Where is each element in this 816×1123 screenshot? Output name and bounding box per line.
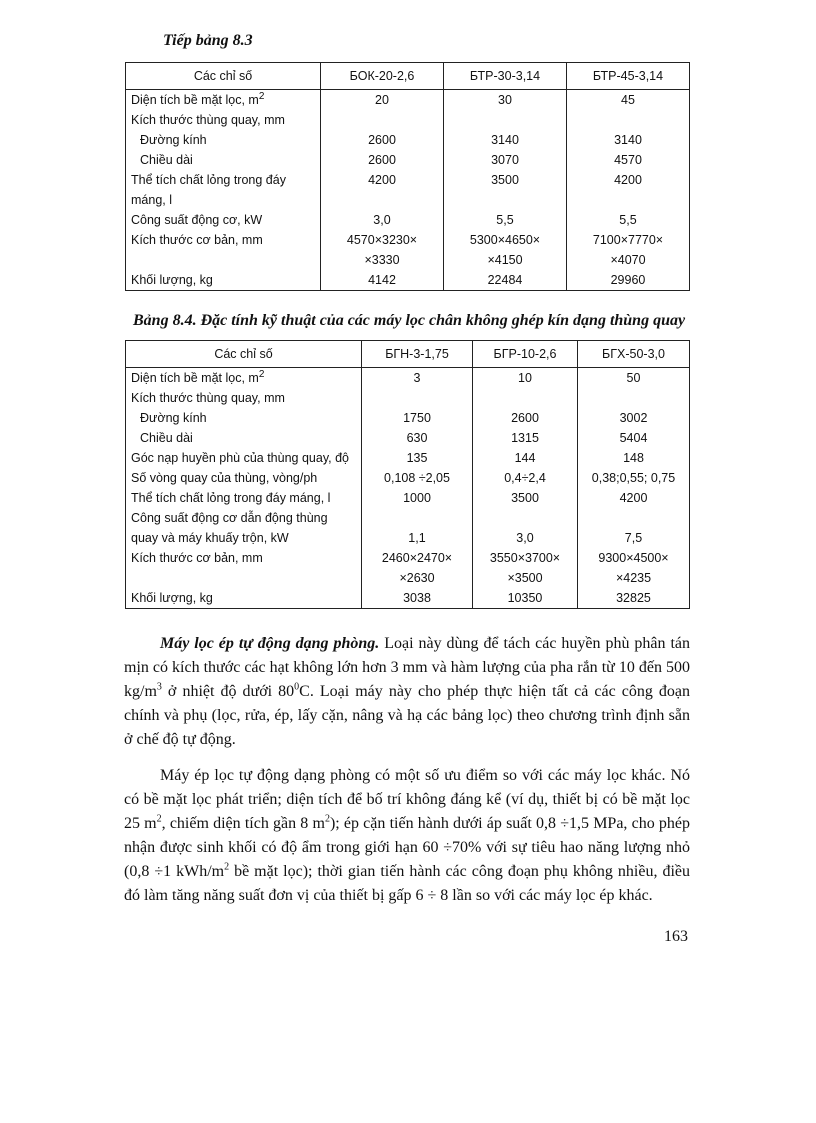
row-label: Khối lượng, kg — [126, 270, 321, 291]
cell-value: 7100×7770× — [567, 230, 690, 250]
cell-value: 5,5 — [444, 210, 567, 230]
cell-value: 1315 — [473, 428, 578, 448]
row-label: Kích thước cơ bản, mm — [126, 230, 321, 250]
paragraph-advantages: Máy ép lọc tự động dạng phòng có một số ưu điểm so với các máy lọc khác. Nó có bề mặt lọc phát triển; diện tích để bố trí không đáng kể (ví dụ, thiết bị có bề mặt lọc 25 $m^2$, chiếm diện tích gần 8 $m^2$); ép cặn tiến hành dưới áp suất 0,8 ÷1,5 MPa, cho phép nhận được sinh khối có độ ẩm trong giới hạn 60 ÷70% với sự tiêu hao năng lượng nhỏ (0,8 ÷1 kWh/$m^2$ bề mặt lọc); thời gian tiến hành các công đoạn phụ không nhiều, điều đó làm tăng năng suất đơn vị của thiết bị gấp 6 ÷ 8 lần so với các máy lọc ép khác. — [124, 767, 690, 904]
cell-value: 10350 — [473, 588, 578, 609]
page-number: 163 — [664, 928, 688, 945]
row-label: Kích thước thùng quay, mm — [126, 110, 321, 130]
cell-value: 630 — [362, 428, 473, 448]
table2 — [125, 340, 690, 609]
cell-value: 1750 — [362, 408, 473, 428]
table-row — [126, 130, 690, 150]
cell-value — [578, 388, 690, 408]
table-row — [126, 488, 690, 508]
row-label: Kích thước cơ bản, mm — [126, 548, 362, 568]
row-label: máng, l — [126, 190, 321, 210]
cell-value: 148 — [578, 448, 690, 468]
paragraph-chamber-filter-press: Máy lọc ép tự động dạng phòng. Loại này dùng để tách các huyền phù phân tán mịn có kích thước các hạt không lớn hơn 3 mm và hàm lượng của pha rắn từ 10 đến 500 $kg/m^3$ ở nhiệt độ dưới $80^0C$. Loại máy này cho phép thực hiện tất cả các công đoạn chính và phụ (lọc, rửa, ép, lấy cặn, nâng và hạ các bảng lọc) theo chương trình định sẵn ở chế độ tự động. — [124, 635, 691, 748]
cell-value: 10 — [473, 368, 578, 389]
table1-header-row — [126, 63, 690, 90]
cell-value: 22484 — [444, 270, 567, 291]
row-label: Công suất động cơ, kW — [126, 210, 321, 230]
table-row — [126, 170, 690, 190]
cell-value — [578, 508, 690, 528]
table-row — [126, 428, 690, 448]
table-row — [126, 468, 690, 488]
cell-value: 5404 — [578, 428, 690, 448]
cell-value — [362, 508, 473, 528]
cell-value: 1000 — [362, 488, 473, 508]
cell-value: 20 — [321, 90, 444, 111]
cell-value: 5,5 — [567, 210, 690, 230]
cell-value: 7,5 — [578, 528, 690, 548]
row-label: Chiều dài — [126, 150, 321, 170]
table-row — [126, 448, 690, 468]
row-label — [126, 568, 362, 588]
cell-value: ×3330 — [321, 250, 444, 270]
cell-value — [567, 110, 690, 130]
cell-value — [473, 508, 578, 528]
cell-value: 29960 — [567, 270, 690, 291]
table-row — [126, 548, 690, 568]
cell-value: 2460×2470× — [362, 548, 473, 568]
table-row — [126, 368, 690, 389]
row-label: Kích thước thùng quay, mm — [126, 388, 362, 408]
cell-value: 32825 — [578, 588, 690, 609]
row-label: Số vòng quay của thùng, vòng/ph — [126, 468, 362, 488]
cell-value: 4200 — [578, 488, 690, 508]
row-label: Công suất động cơ dẫn động thùng — [126, 508, 362, 528]
cell-value: 0,108 ÷2,05 — [362, 468, 473, 488]
table-row — [126, 270, 690, 291]
cell-value — [362, 388, 473, 408]
cell-value: 2600 — [321, 130, 444, 150]
cell-value: 3 — [362, 368, 473, 389]
table2-caption: Bảng 8.4. Đặc tính kỹ thuật của các máy lọc chân không ghép kín dạng thùng quay — [133, 312, 686, 329]
cell-value: 4200 — [567, 170, 690, 190]
cell-value: 1,1 — [362, 528, 473, 548]
cell-value: 30 — [444, 90, 567, 111]
table2-header-cell: БГР-10-2,6 — [473, 341, 578, 368]
row-label: Đường kính — [126, 408, 362, 428]
cell-value: ×4235 — [578, 568, 690, 588]
row-label: quay và máy khuấy trộn, kW — [126, 528, 362, 548]
cell-value: 9300×4500× — [578, 548, 690, 568]
table2-header-cell: БГХ-50-3,0 — [578, 341, 690, 368]
row-label: Khối lượng, kg — [126, 588, 362, 609]
cell-value: 135 — [362, 448, 473, 468]
cell-value: 2600 — [473, 408, 578, 428]
cell-value: 3140 — [444, 130, 567, 150]
table1 — [125, 62, 690, 291]
row-label: Thể tích chất lỏng trong đáy máng, l — [126, 488, 362, 508]
row-label: Chiều dài — [126, 428, 362, 448]
table1-header-cell: Các chỉ số — [126, 63, 321, 90]
cell-value: ×3500 — [473, 568, 578, 588]
table-row — [126, 250, 690, 270]
row-label: Diện tích bề mặt lọc, $m^2$ — [126, 90, 321, 111]
cell-value — [473, 388, 578, 408]
table-row — [126, 508, 690, 528]
cell-value: 5300×4650× — [444, 230, 567, 250]
row-label: Góc nạp huyền phù của thùng quay, độ — [126, 448, 362, 468]
cell-value: 4142 — [321, 270, 444, 291]
table-row — [126, 230, 690, 250]
cell-value: 0,4÷2,4 — [473, 468, 578, 488]
cell-value: 3500 — [444, 170, 567, 190]
table-row — [126, 388, 690, 408]
row-label: Thể tích chất lỏng trong đáy — [126, 170, 321, 190]
cell-value: 3140 — [567, 130, 690, 150]
table1-header-cell: БОК-20-2,6 — [321, 63, 444, 90]
table2-header-row — [126, 341, 690, 368]
table-row — [126, 408, 690, 428]
cell-value — [567, 190, 690, 210]
table1-header-cell: БТР-45-3,14 — [567, 63, 690, 90]
cell-value: 4200 — [321, 170, 444, 190]
cell-value — [444, 190, 567, 210]
row-label: Đường kính — [126, 130, 321, 150]
table-row — [126, 588, 690, 609]
table-row — [126, 90, 690, 111]
cell-value: ×4150 — [444, 250, 567, 270]
row-label — [126, 250, 321, 270]
table-row — [126, 210, 690, 230]
cell-value: ×2630 — [362, 568, 473, 588]
cell-value: 45 — [567, 90, 690, 111]
cell-value — [321, 190, 444, 210]
cell-value: 4570 — [567, 150, 690, 170]
cell-value: 3038 — [362, 588, 473, 609]
cell-value: 3070 — [444, 150, 567, 170]
table-row — [126, 528, 690, 548]
cell-value: 3500 — [473, 488, 578, 508]
cell-value: 3002 — [578, 408, 690, 428]
table1-header-cell: БТР-30-3,14 — [444, 63, 567, 90]
table-row — [126, 150, 690, 170]
cell-value: 0,38;0,55; 0,75 — [578, 468, 690, 488]
cell-value: 2600 — [321, 150, 444, 170]
cell-value: 3,0 — [321, 210, 444, 230]
table2-header-cell: БГН-3-1,75 — [362, 341, 473, 368]
cell-value: 4570×3230× — [321, 230, 444, 250]
table-row — [126, 190, 690, 210]
cell-value: 3550×3700× — [473, 548, 578, 568]
table1-caption: Tiếp bảng 8.3 — [163, 32, 253, 49]
cell-value: 144 — [473, 448, 578, 468]
table2-header-cell: Các chỉ số — [126, 341, 362, 368]
cell-value: 3,0 — [473, 528, 578, 548]
cell-value — [444, 110, 567, 130]
cell-value: 50 — [578, 368, 690, 389]
cell-value — [321, 110, 444, 130]
cell-value: ×4070 — [567, 250, 690, 270]
paragraph-lead: Máy lọc ép tự động dạng phòng. — [160, 635, 380, 652]
table-row — [126, 568, 690, 588]
table-row — [126, 110, 690, 130]
row-label: Diện tích bề mặt lọc, $m^2$ — [126, 368, 362, 389]
